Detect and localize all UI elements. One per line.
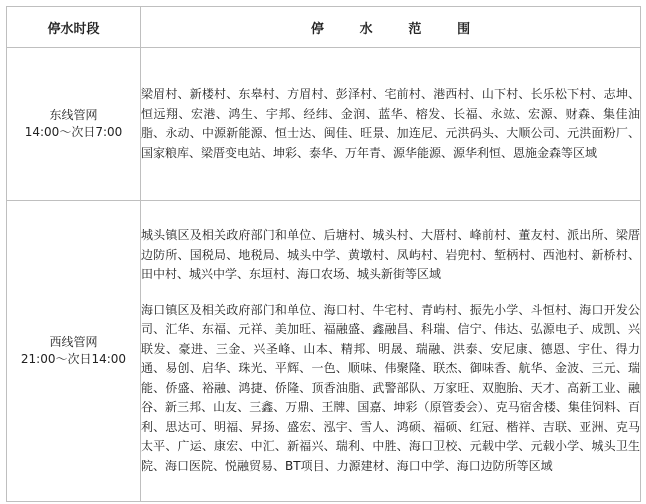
scope-cell <box>141 48 641 201</box>
time-range: 14:00～次日7:00 <box>24 125 123 139</box>
network-name: 东线管网 <box>49 108 98 122</box>
scope-text: 城头镇区及相关政府部门和单位、后塘村、城头村、大厝村、峰前村、董友村、派出所、梁厝边防所、国税局、地税局、城头中学、黄墩村、凤屿村、岩兜村、堑柄村、西池村、新桥村、田中村、城兴中学、东垣村、海口农场、城头新街等区域 <box>141 228 640 281</box>
scope-text: 梁眉村、新楼村、东皋村、方眉村、彭泽村、宅前村、港西村、山下村、长乐松下村、志坤、恒远翔、宏港、鸿生、宇邦、经纬、金润、蓝华、榕发、长福、永竑、宏源、财森、集佳油脂、永动、中源新能源、恒士达、闽佳、旺景、加连尼、元洪码头、大顺公司、元洪面粉厂、国家粮库、梁厝变电站、坤彩、泰华、万年青、源华能源、源华利恒、恩施金森等区域 <box>141 87 640 160</box>
table-row <box>7 201 641 502</box>
scope-text: 海口镇区及相关政府部门和单位、海口村、牛宅村、青屿村、振先小学、斗恒村、海口开发公司、汇华、东福、元祥、美加旺、福融盛、鑫融昌、科瑞、信宁、伟达、弘源电子、成凯、兴联发、豪进、三金、兴圣峰、山本、精邦、明晟、瑞融、洪泰、安尼康、德恩、宇仕、得力通、易创、启华、珠光、平辉、一色、顺味、伟聚隆、联杰、御味香、航华、金波、三元、瑞能、侨盛、裕融、鸿捷、侨隆、顶香油脂、武警部队、万家旺、双胞胎、天才、高新工业、融谷、新三邦、山友、三鑫、万鼎、王牌、国嘉、坤彩（原管委会）、克马宿舍楼、集佳饲料、百利、思达可、明福、昇扬、盛宏、泓宇、雪人、鸿硕、福硕、红冠、楷祥、吉联、亚洲、克马太平、广运、康宏、中汇、新福兴、瑞利、中胜、海口卫校、元载中学、元载小学、城头卫生院、海口医院、悦融贸易、BT项目、力源建材、海口中学、海口边防所等区域 <box>141 302 640 473</box>
table-header-row <box>7 7 641 48</box>
period-cell <box>7 48 141 201</box>
paragraph-gap <box>141 285 640 301</box>
network-name: 西线管网 <box>49 335 98 349</box>
header-scope: 停 水 范 围 <box>141 7 641 48</box>
period-cell <box>7 201 141 502</box>
scope-cell <box>141 201 641 502</box>
table-row <box>7 48 641 201</box>
time-range: 21:00～次日14:00 <box>20 352 127 366</box>
water-outage-table <box>6 6 641 502</box>
header-period: 停水时段 <box>7 7 141 48</box>
